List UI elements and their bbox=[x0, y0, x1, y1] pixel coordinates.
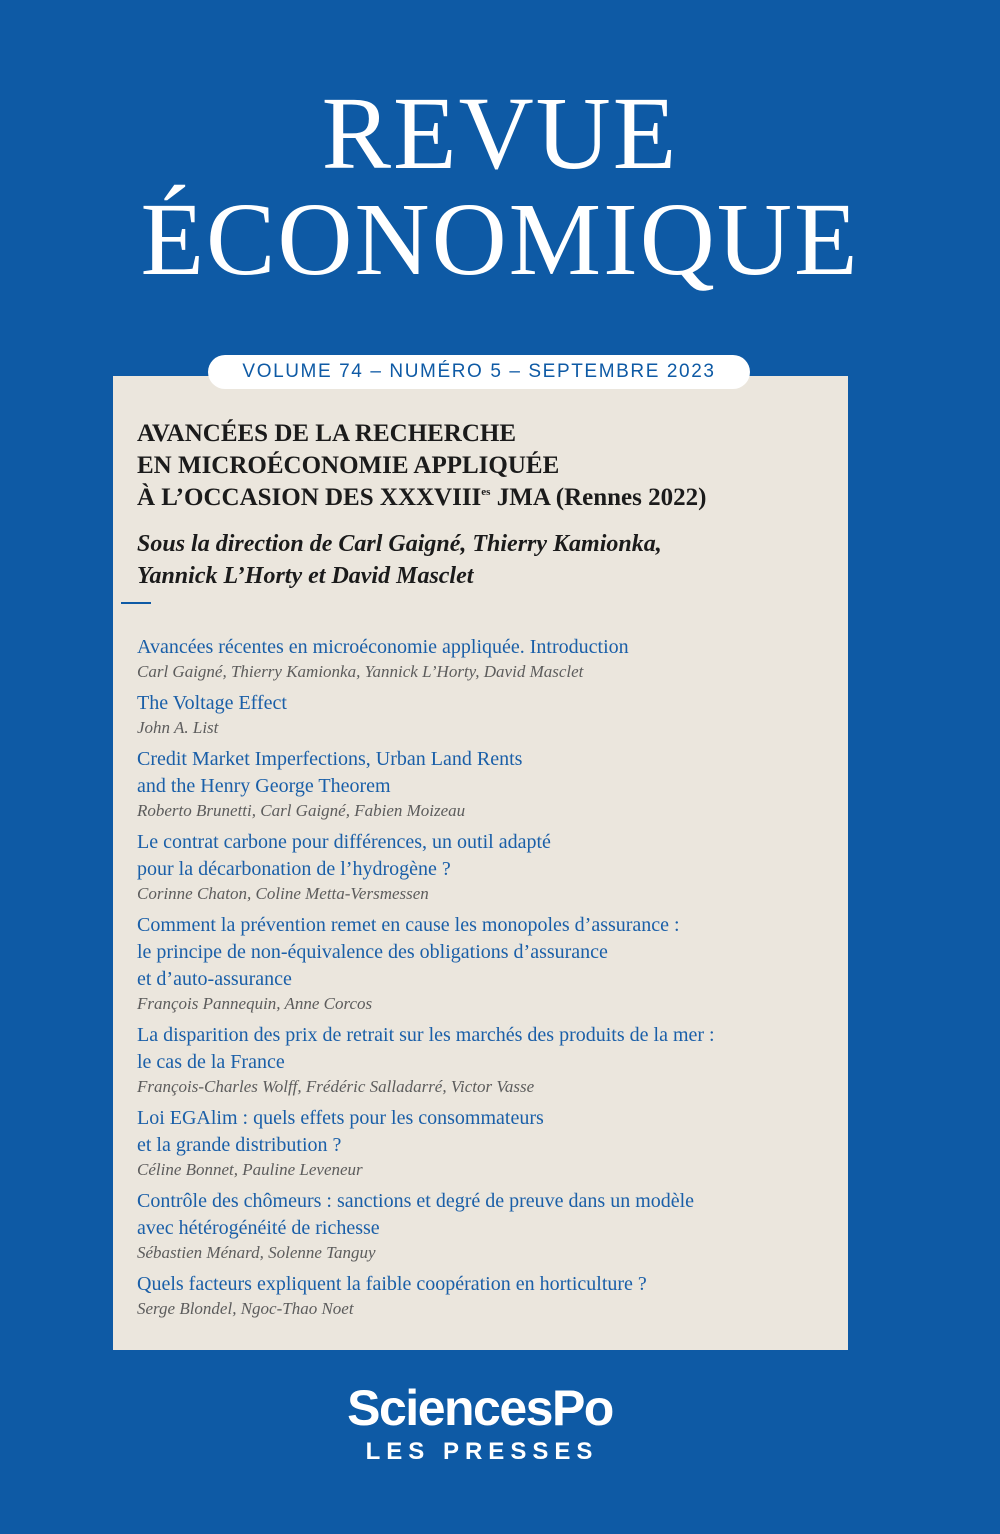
toc-entry-title bbox=[137, 1188, 837, 1242]
toc-entry-title-line: The Voltage Effect bbox=[137, 692, 287, 714]
toc-entry-title-line: avec hétérogénéité de richesse bbox=[137, 1217, 380, 1239]
toc-entry-title bbox=[137, 1105, 837, 1159]
toc-entry-title-line: Contrôle des chômeurs : sanctions et degré de preuve dans un modèle bbox=[137, 1190, 695, 1212]
toc-entry-title bbox=[137, 690, 837, 717]
toc-entry-title-line: et la grande distribution ? bbox=[137, 1134, 342, 1156]
toc-entry-title-line: et d’auto-assurance bbox=[137, 968, 292, 990]
toc-entry-title-line: Quels facteurs expliquent la faible coopération en horticulture ? bbox=[137, 1273, 647, 1295]
toc-entry-title bbox=[137, 746, 837, 800]
theme-heading-line2: EN MICROÉCONOMIE APPLIQUÉE bbox=[137, 452, 560, 479]
toc-entry-authors: Serge Blondel, Ngoc-Thao Noet bbox=[137, 1299, 354, 1318]
theme-heading-line3-post: JMA (Rennes 2022) bbox=[490, 484, 707, 511]
toc-entry bbox=[137, 912, 837, 1015]
toc-entry bbox=[137, 829, 837, 905]
toc-entry-authors: François Pannequin, Anne Corcos bbox=[137, 994, 373, 1013]
journal-title-line2: ÉCONOMIQUE bbox=[140, 182, 860, 297]
toc-entry-title bbox=[137, 1022, 837, 1076]
toc-entry bbox=[137, 690, 837, 739]
publisher-logo-name: SciencesPo bbox=[347, 1380, 613, 1436]
toc-entry-authors: Céline Bonnet, Pauline Leveneur bbox=[137, 1160, 363, 1179]
toc-entry-title-line: and the Henry George Theorem bbox=[137, 775, 391, 797]
theme-heading-line3-pre: À L’OCCASION DES XXXVIII bbox=[137, 484, 482, 511]
journal-title-line1: REVUE bbox=[321, 76, 679, 191]
toc-entry-title bbox=[137, 829, 837, 883]
toc-entry-title bbox=[137, 1271, 837, 1298]
toc-entry-authors: Sébastien Ménard, Solenne Tanguy bbox=[137, 1243, 376, 1262]
publisher-logo-subtitle: LES PRESSES bbox=[365, 1438, 599, 1465]
toc-entry bbox=[137, 1105, 837, 1181]
toc-entry-authors: John A. List bbox=[137, 718, 219, 737]
toc-entry-title-line: Avancées récentes en microéconomie appliquée. Introduction bbox=[137, 636, 629, 658]
table-of-contents bbox=[137, 634, 837, 1320]
toc-entry-title-line: Loi EGAlim : quels effets pour les consommateurs bbox=[137, 1107, 544, 1129]
theme-heading-line3 bbox=[137, 482, 837, 514]
toc-entry bbox=[137, 1022, 837, 1098]
toc-entry-title-line: le principe de non-équivalence des obligations d’assurance bbox=[137, 941, 608, 963]
editors-line1: Sous la direction de Carl Gaigné, Thierry Kamionka, bbox=[137, 531, 662, 557]
toc-entry-title bbox=[137, 634, 837, 661]
toc-entry-title-line: Comment la prévention remet en cause les monopoles d’assurance : bbox=[137, 914, 680, 936]
toc-entry-title-line: pour la décarbonation de l’hydrogène ? bbox=[137, 858, 451, 880]
toc-entry-authors: François-Charles Wolff, Frédéric Salladarré, Victor Vasse bbox=[137, 1077, 535, 1096]
toc-entry-title-line: Credit Market Imperfections, Urban Land Rents bbox=[137, 748, 523, 770]
toc-entry-authors: Roberto Brunetti, Carl Gaigné, Fabien Moizeau bbox=[137, 801, 466, 820]
theme-heading-line1: AVANCÉES DE LA RECHERCHE bbox=[137, 420, 517, 447]
theme-heading bbox=[137, 418, 837, 514]
toc-entry-title-line: le cas de la France bbox=[137, 1051, 285, 1073]
toc-entry-title-line: La disparition des prix de retrait sur les marchés des produits de la mer : bbox=[137, 1024, 715, 1046]
theme-heading-ordinal-suffix: es bbox=[481, 486, 491, 498]
toc-entry bbox=[137, 1271, 837, 1320]
toc-entry bbox=[137, 746, 837, 822]
editors-credit bbox=[137, 528, 837, 592]
divider-rule bbox=[121, 602, 151, 604]
toc-entry-title-line: Le contrat carbone pour différences, un outil adapté bbox=[137, 831, 551, 853]
toc-entry bbox=[137, 1188, 837, 1264]
toc-entry-authors: Carl Gaigné, Thierry Kamionka, Yannick L’Horty, David Masclet bbox=[137, 662, 584, 681]
toc-entry-title bbox=[137, 912, 837, 993]
toc-entry bbox=[137, 634, 837, 683]
issue-badge: VOLUME 74 – NUMÉRO 5 – SEPTEMBRE 2023 bbox=[208, 355, 750, 389]
editors-line2: Yannick L’Horty et David Masclet bbox=[137, 563, 474, 589]
toc-entry-authors: Corinne Chaton, Coline Metta-Versmessen bbox=[137, 884, 429, 903]
